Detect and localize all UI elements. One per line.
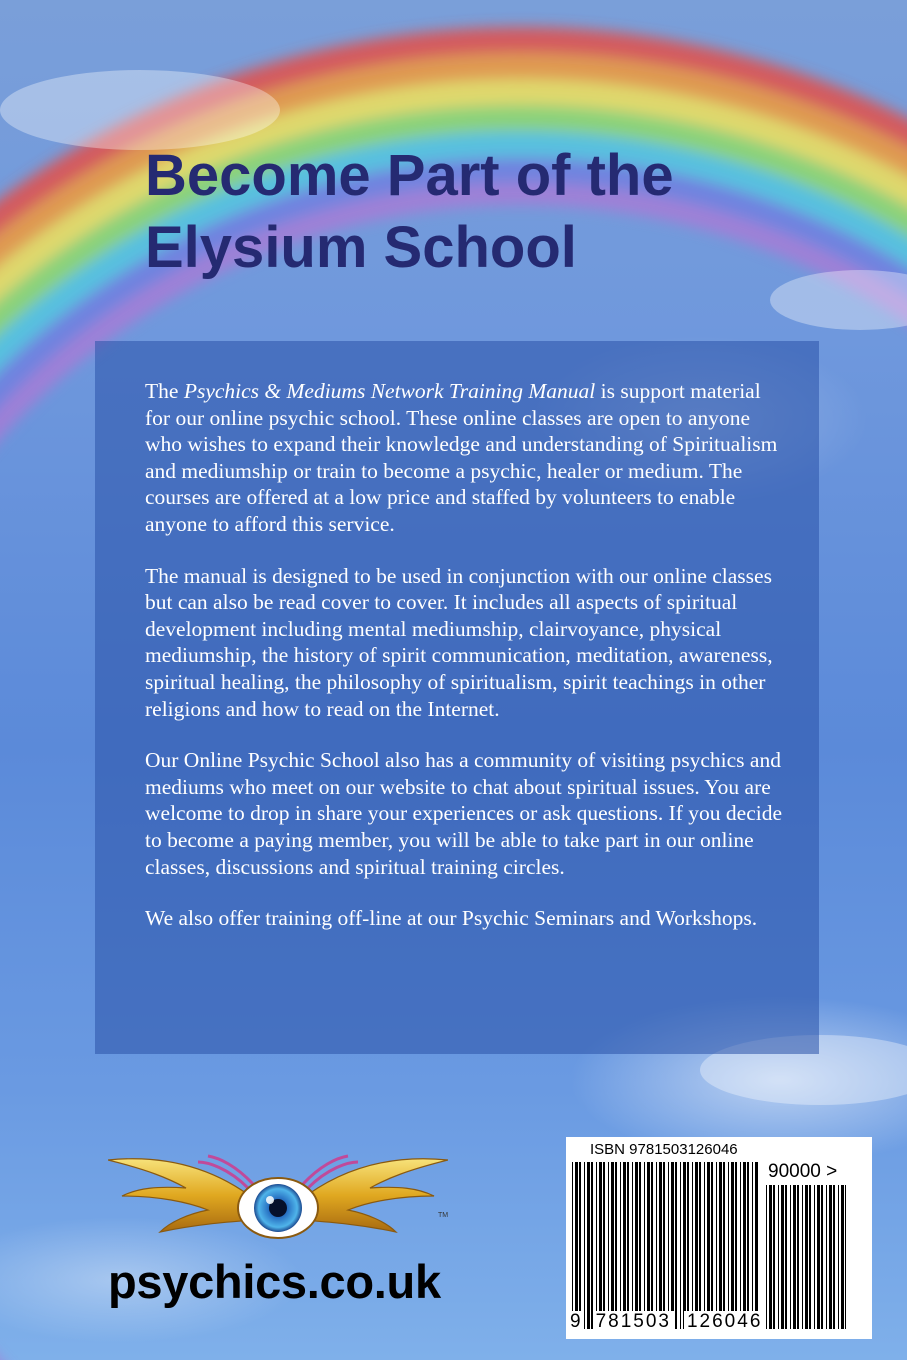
barcode-bar [687, 1162, 689, 1329]
barcode-bar [781, 1185, 784, 1329]
isbn-label: ISBN 9781503126046 [590, 1141, 738, 1158]
paragraph-manual: The manual is designed to be used in conjunction with our online classes but can also be read cover to cover. It includes all aspects of spiritual development including mental mediumship, clairvoyance, physical mediumship, the history of spirit communication, meditation, awareness, spiritual healing, the philosophy of spiritualism, spirit teachings in other religions and how to read on the Internet. [145, 563, 773, 721]
barcode-bar [692, 1162, 693, 1329]
barcode-bar [599, 1162, 602, 1329]
barcode-bar [829, 1185, 832, 1329]
barcode-bar [809, 1185, 811, 1329]
barcode-bar [793, 1185, 796, 1329]
barcode-bar [603, 1162, 605, 1329]
barcode-bar [579, 1162, 581, 1329]
barcode-bar [766, 1185, 767, 1329]
book-title: Psychics & Mediums Network Training Manual [183, 379, 596, 403]
barcode-bar [719, 1162, 722, 1329]
barcode-bar [778, 1185, 779, 1329]
barcode-bar [644, 1162, 645, 1329]
price-code: 90000 > [768, 1161, 838, 1182]
title-line-2: Elysium School [145, 215, 577, 280]
barcode-bar [731, 1162, 734, 1329]
barcode-bar [623, 1162, 626, 1329]
barcode-bar [755, 1162, 758, 1329]
barcode-bar [680, 1162, 681, 1329]
barcode-bar [841, 1185, 844, 1329]
intro-prefix: The [145, 379, 184, 403]
barcode-bar [675, 1162, 677, 1329]
page-title [145, 140, 865, 284]
barcode-bar [735, 1162, 737, 1329]
barcode-bar [659, 1162, 662, 1329]
barcode-bar [695, 1162, 698, 1329]
barcode-bar [728, 1162, 729, 1329]
trademark-mark: TM [438, 1212, 449, 1219]
barcode-bar [743, 1162, 746, 1329]
winged-eye-icon [108, 1140, 448, 1255]
barcode-bar [740, 1162, 741, 1329]
isbn-barcode [566, 1137, 872, 1339]
barcode-bar [584, 1162, 585, 1329]
barcode-bar [615, 1162, 617, 1329]
barcode-addon-bars [766, 1185, 846, 1329]
barcode-bars [572, 1162, 758, 1329]
barcode-bar [797, 1185, 799, 1329]
barcode-bar [790, 1185, 791, 1329]
barcode-bar [608, 1162, 609, 1329]
barcode-bar [651, 1162, 653, 1329]
barcode-bar [773, 1185, 775, 1329]
paragraph-offline: We also offer training off-line at our Psychic Seminars and Workshops. [145, 906, 758, 931]
description-text [145, 378, 785, 957]
barcode-digit-group-1: 781503 [593, 1311, 674, 1333]
barcode-bar [802, 1185, 803, 1329]
barcode-bar [845, 1185, 846, 1329]
paragraph-community: Our Online Psychic School also has a community of visiting psychics and mediums who meet on our website to chat about spiritual issues. You are welcome to drop in share your experiences or ask questions. If you decide to become a paying member, you will be able to take part in our online classes, discussions and spiritual training circles. [145, 748, 783, 879]
barcode-bar [620, 1162, 621, 1329]
barcode-bar [575, 1162, 578, 1329]
barcode-bar [587, 1162, 590, 1329]
barcode-bar [752, 1162, 753, 1329]
intro-paragraph [145, 378, 785, 538]
barcode-bar [723, 1162, 725, 1329]
barcode-bar [704, 1162, 705, 1329]
barcode-bar [635, 1162, 638, 1329]
barcode-bar [814, 1185, 815, 1329]
barcode-bar [821, 1185, 823, 1329]
barcode-digits [570, 1311, 763, 1333]
barcode-bar [668, 1162, 669, 1329]
barcode-bar [656, 1162, 657, 1329]
barcode-digit-lead: 9 [570, 1311, 581, 1332]
barcode-bar [627, 1162, 629, 1329]
barcode-bar [833, 1185, 835, 1329]
barcode-bar [639, 1162, 641, 1329]
barcode-bar [747, 1162, 749, 1329]
barcode-bar [838, 1185, 839, 1329]
barcode-bar [663, 1162, 665, 1329]
barcode-bar [572, 1162, 573, 1329]
barcode-bar [817, 1185, 820, 1329]
barcode-bar [632, 1162, 633, 1329]
barcode-bar [596, 1162, 597, 1329]
barcode-bar [769, 1185, 772, 1329]
barcode-bar [707, 1162, 710, 1329]
barcode-bar [683, 1162, 686, 1329]
title-line-1: Become Part of the [145, 143, 674, 208]
barcode-bar [711, 1162, 713, 1329]
barcode-bar [699, 1162, 701, 1329]
barcode-bar [671, 1162, 674, 1329]
barcode-digit-group-2: 126046 [684, 1311, 765, 1333]
barcode-bar [591, 1162, 593, 1329]
barcode-bar [805, 1185, 808, 1329]
barcode-bar [785, 1185, 787, 1329]
intro-rest: is support material for our online psychic school. These online classes are open to anyone who wishes to expand their knowledge and understanding of Spiritualism and mediumship or train to become a psychic, healer or medium. The courses are offered at a low price and staffed by volunteers to enable anyone to afford this service. [145, 379, 778, 536]
barcode-bar [647, 1162, 650, 1329]
barcode-bar [826, 1185, 827, 1329]
barcode-bar [716, 1162, 717, 1329]
website-url: psychics.co.uk [108, 1255, 441, 1308]
barcode-bar [611, 1162, 614, 1329]
